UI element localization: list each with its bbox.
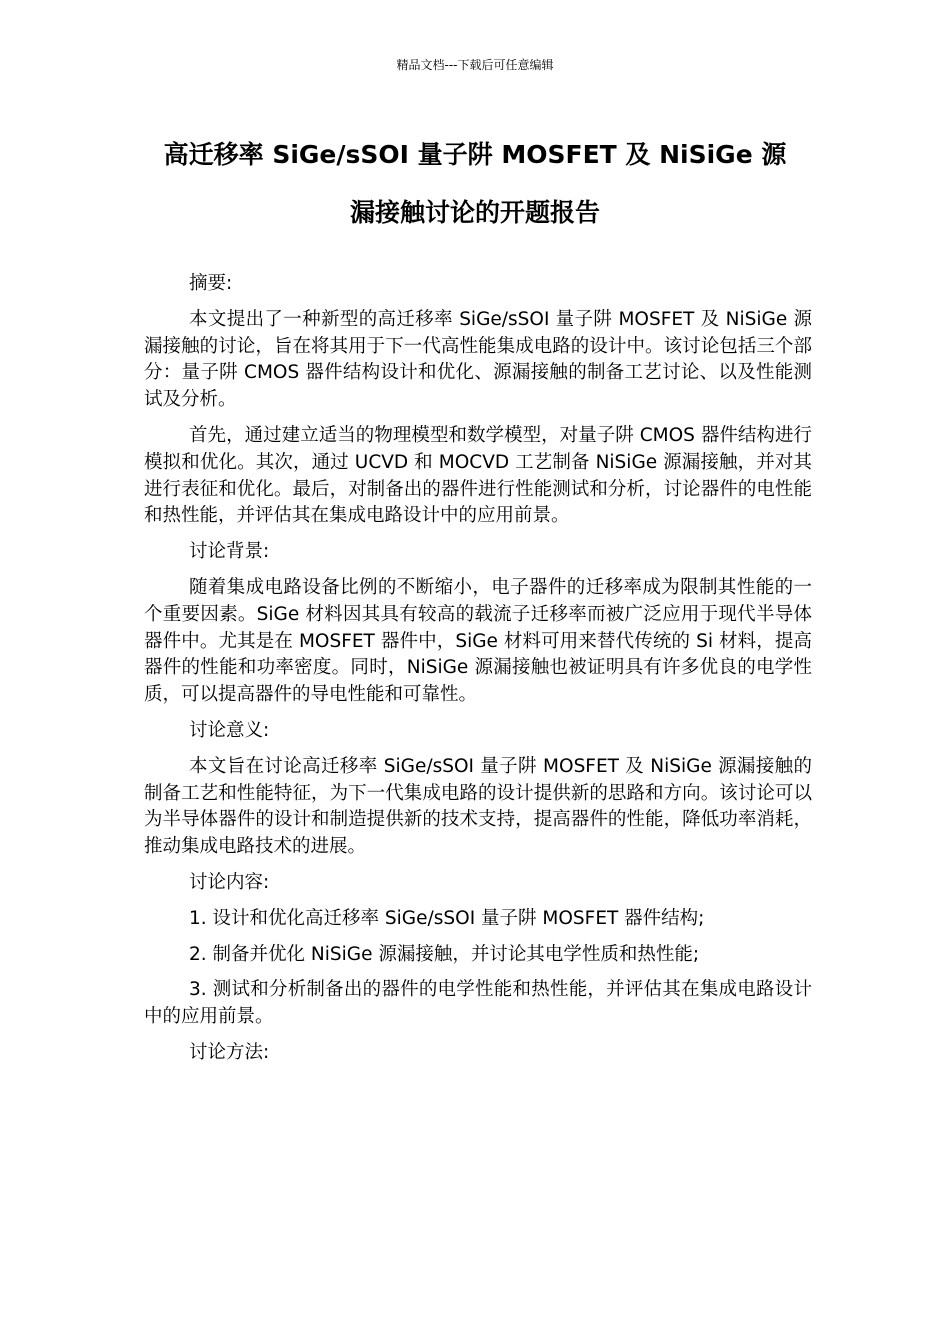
list-item-content-1: 1. 设计和优化高迁移率 SiGe/sSOI 量子阱 MOSFET 器件结构; xyxy=(189,907,705,929)
document-body xyxy=(144,271,812,1076)
list-item-content-3: 3. 测试和分析制备出的器件的电学性能和热性能，并评估其在集成电路设计中的应用前景。 xyxy=(144,979,812,1028)
paragraph-background: 随着集成电路设备比例的不断缩小，电子器件的迁移率成为限制其性能的一个重要因素。SiGe 材料因其具有较高的载流子迁移率而被广泛应用于现代半导体器件中。尤其是在 MOSFET 器件中，SiGe 材料可用来替代传统的 Si 材料，提高器件的性能和功率密度。同时，NiSiGe 源漏接触也被证明具有许多优良的电学性质，可以提高器件的导电性能和可靠性。 xyxy=(144,576,812,706)
paragraph-significance: 本文旨在讨论高迁移率 SiGe/sSOI 量子阱 MOSFET 及 NiSiGe 源漏接触的制备工艺和性能特征，为下一代集成电路的设计提供新的思路和方向。该讨论可以为半导体器件的设计和制造提供新的技术支持，提高器件的性能，降低功率消耗，推动集成电路技术的进展。 xyxy=(144,755,812,858)
header-note: 精品文档---下载后可任意编辑 xyxy=(396,58,554,72)
section-heading-abstract: 摘要: xyxy=(189,273,233,294)
list-item-content-2: 2. 制备并优化 NiSiGe 源漏接触，并讨论其电学性质和热性能; xyxy=(189,943,700,965)
section-heading-significance: 讨论意义: xyxy=(189,719,270,741)
paragraph-abstract-method: 首先，通过建立适当的物理模型和数学模型，对量子阱 CMOS 器件结构进行模拟和优化。其次，通过 UCVD 和 MOCVD 工艺制备 NiSiGe 源漏接触，并对其进行表征和优化。最后，对制备出的器件进行性能测试和分析，讨论器件的电性能和热性能，并评估其在集成电路设计中的应用前景。 xyxy=(144,424,812,527)
document-title-line-1: 高迁移率 SiGe/sSOI 量子阱 MOSFET 及 NiSiGe 源 xyxy=(163,140,787,169)
document-title-line-2: 漏接触讨论的开题报告 xyxy=(349,198,600,227)
paragraph-abstract-intro: 本文提出了一种新型的高迁移率 SiGe/sSOI 量子阱 MOSFET 及 NiSiGe 源漏接触的讨论，旨在将其用于下一代高性能集成电路的设计中。该讨论包括三个部分：量子阱 CMOS 器件结构设计和优化、源漏接触的制备工艺讨论、以及性能测试及分析。 xyxy=(144,308,812,411)
section-heading-background: 讨论背景: xyxy=(189,541,270,563)
section-heading-content: 讨论内容: xyxy=(189,871,270,893)
section-heading-method: 讨论方法: xyxy=(189,1041,270,1063)
